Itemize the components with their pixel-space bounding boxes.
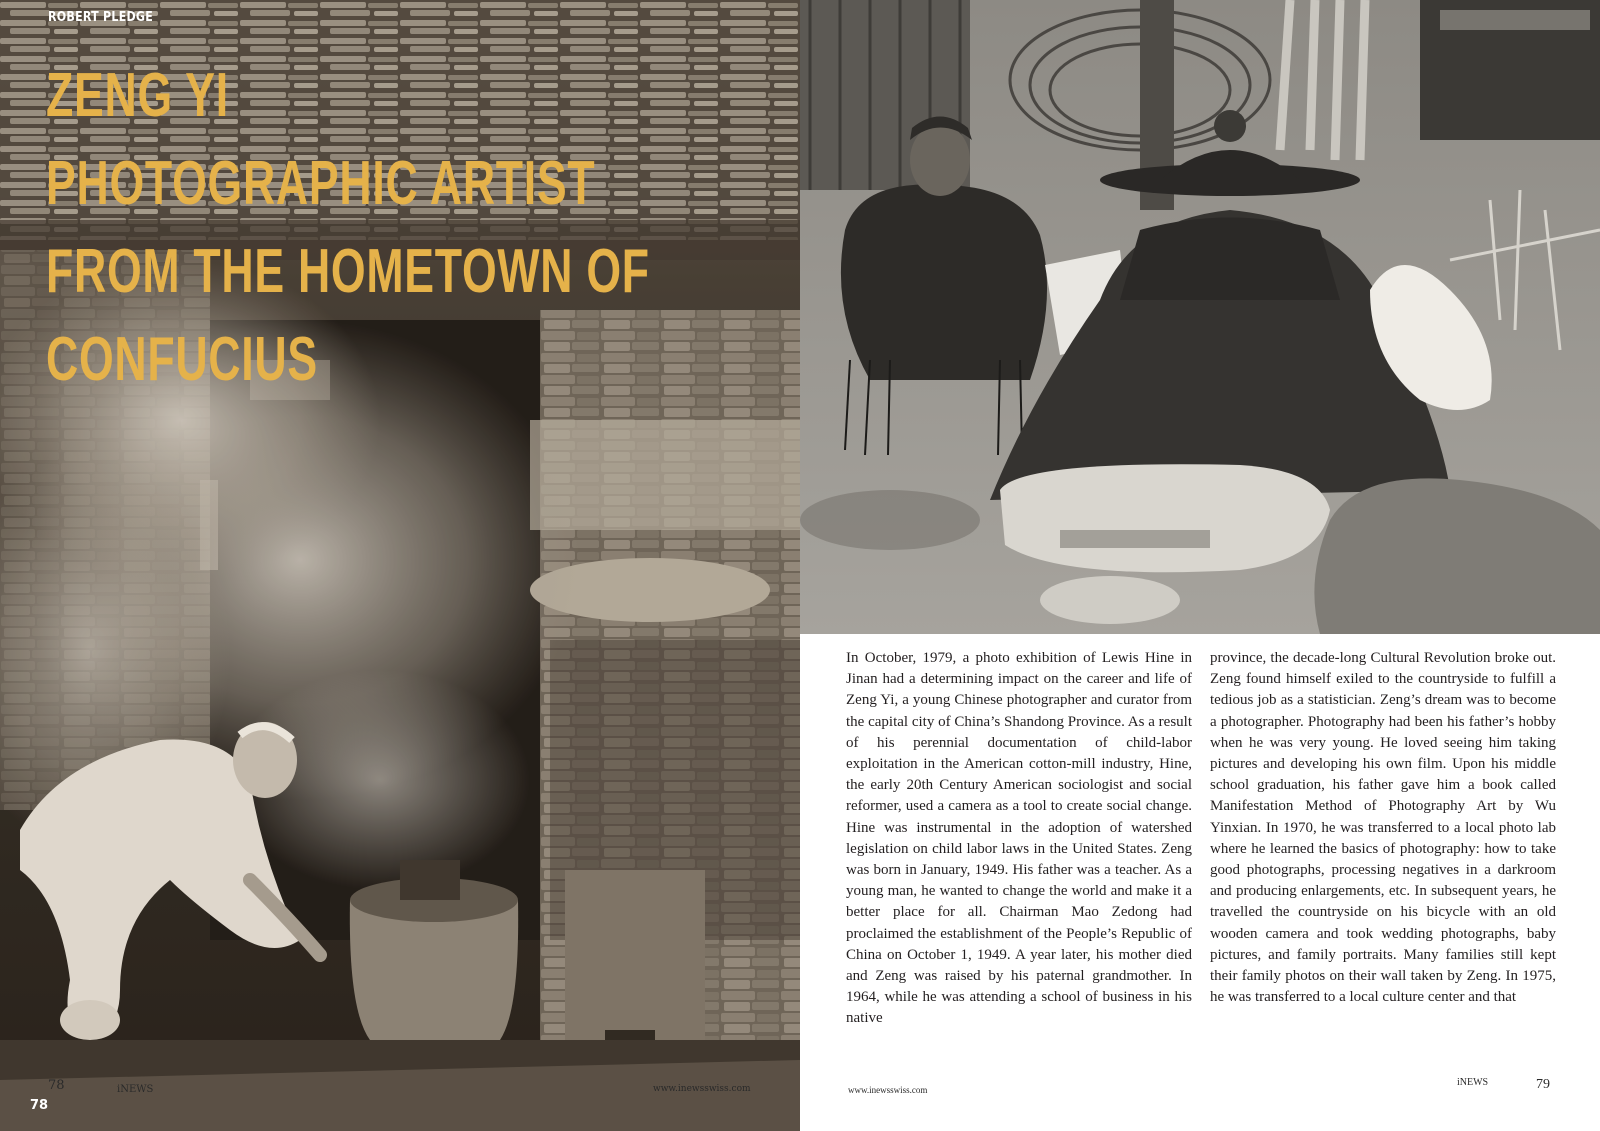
body-text-column-1: In October, 1979, a photo exhibition of Lewis Hine in Jinan had a determining impact on the career and life of Zeng Yi, a young Chinese photographer and curator from the capital city of China’s Shandong Province. As a result of his perennial documentation of child-labor exploitation in the American cotton-mill industry, Hine, the early 20th Century American sociologist and social reformer, used a camera as a tool to create social change. Hine was instrumental in the adoption of watershed legislation on child labor laws in the United States. Zeng was born in January, 1949. His father was a teacher. As a young man, he wanted to change the world and make it a better place for all. Chairman Mao Zedong had proclaimed the establishment of the People’s Republic of China on October 1, 1949. A year later, his mother died and Zeng was raised by his paternal grandmother. In 1964, while he was attending a school of business in his native [846,650,1192,1027]
magazine-url-left: www.inewsswiss.com [653,1084,751,1094]
title-line: PHOTOGRAPHIC ARTIST [46,149,596,218]
cloaked-figures-photo [800,0,1600,634]
page-number-right: 79 [1536,1077,1550,1092]
title-line: FROM THE HOMETOWN OF [46,237,650,306]
author-byline: ROBERT PLEDGE [48,10,154,25]
page-number-left-bold: 78 [30,1098,49,1113]
body-text-column-2: province, the decade-long Cultural Revolution broke out. Zeng found himself exiled to the countryside to fulfill a tedious job as a statistician. Zeng’s dream was to become a photographer. Photography had been his father’s hobby when he was very young. He loved seeing him taking pictures and developing his own film. Upon his middle school graduation, his father gave him a book called Manifestation Method of Photography Art by Wu Yinxian. In 1970, he was transferred to a local photo lab where he learned the basics of photography: how to take good photographs, processing negatives in a darkroom and producing enlargements, etc. In subsequent years, he travelled the countryside on his bicycle with an old wooden camera and took wedding photographs, baby pictures, and family portraits. Many families still kept their family photos on their wall taken by Zeng. In 1975, he was transferred to a local culture center and that [1210,650,1556,1006]
page-number-left: 78 [48,1078,65,1093]
title-line: ZENG YI [46,61,229,130]
article-title [46,52,650,404]
right-page [800,0,1600,1131]
magazine-url-right: www.inewsswiss.com [848,1085,928,1095]
title-line: CONFUCIUS [46,325,318,394]
magazine-brand-right: iNEWS [1457,1077,1489,1088]
magazine-brand-left: iNEWS [117,1084,154,1095]
